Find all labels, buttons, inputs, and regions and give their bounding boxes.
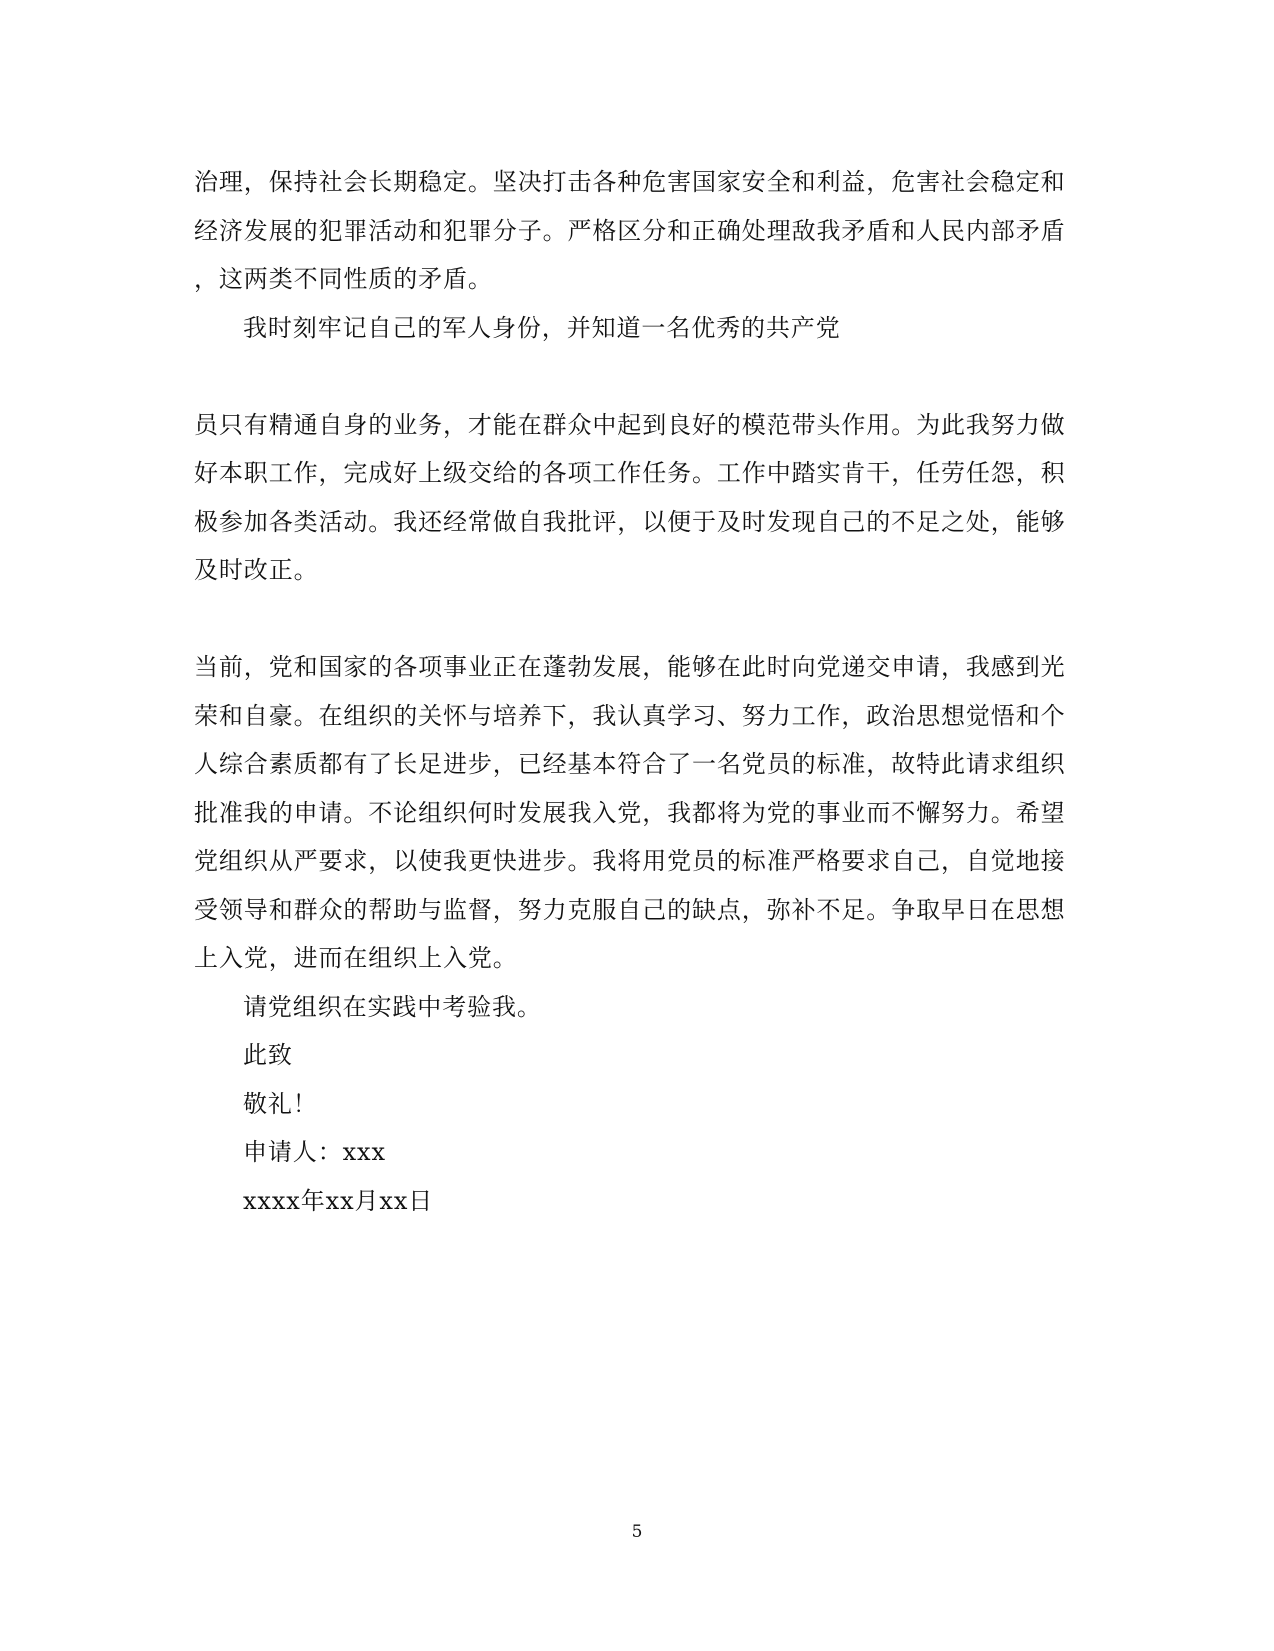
text-line: 极参加各类活动。我还经常做自我批评，以便于及时发现自己的不足之处，能够 xyxy=(194,507,1066,536)
closing-salutation: 此致 xyxy=(243,1041,293,1069)
text-line: 好本职工作，完成好上级交给的各项工作任务。工作中踏实肯干，任劳任怨，积 xyxy=(194,459,1066,487)
text-line: 党组织从严要求，以使我更快进步。我将用党员的标准严格要求自己，自觉地接 xyxy=(194,847,1066,875)
text-line: 批准我的申请。不论组织何时发展我入党，我都将为党的事业而不懈努力。希望 xyxy=(194,798,1066,827)
text-line: 人综合素质都有了长足进步，已经基本符合了一名党员的标准，故特此请求组织 xyxy=(194,750,1066,778)
signature-date: xxxx年xx月xx日 xyxy=(243,1186,434,1215)
text-line: 员只有精通自身的业务，才能在群众中起到良好的模范带头作用。为此我努力做 xyxy=(194,410,1066,439)
page-number: 5 xyxy=(631,1522,643,1542)
document-body xyxy=(194,158,1070,1225)
applicant-signature: 申请人：xxx xyxy=(243,1138,386,1166)
text-line: ，这两类不同性质的矛盾。 xyxy=(194,265,493,293)
text-line: 当前，党和国家的各项事业正在蓬勃发展，能够在此时向党递交申请，我感到光 xyxy=(194,653,1066,681)
text-line: 上入党，进而在组织上入党。 xyxy=(194,944,518,972)
text-line: 受领导和群众的帮助与监督，努力克服自己的缺点，弥补不足。争取早日在思想 xyxy=(194,895,1066,924)
text-line: 及时改正。 xyxy=(194,556,319,584)
closing-regards: 敬礼！ xyxy=(243,1089,318,1118)
request-line: 请党组织在实践中考验我。 xyxy=(243,992,542,1021)
text-line: 经济发展的犯罪活动和犯罪分子。严格区分和正确处理敌我矛盾和人民内部矛盾 xyxy=(194,216,1066,245)
paragraph-gap xyxy=(194,595,1070,644)
paragraph-start-line: 我时刻牢记自己的军人身份，并知道一名优秀的共产党 xyxy=(243,313,841,342)
paragraph-gap xyxy=(194,352,1070,401)
text-line: 荣和自豪。在组织的关怀与培养下，我认真学习、努力工作，政治思想觉悟和个 xyxy=(194,701,1066,730)
text-line: 治理，保持社会长期稳定。坚决打击各种危害国家安全和利益，危害社会稳定和 xyxy=(194,168,1066,196)
